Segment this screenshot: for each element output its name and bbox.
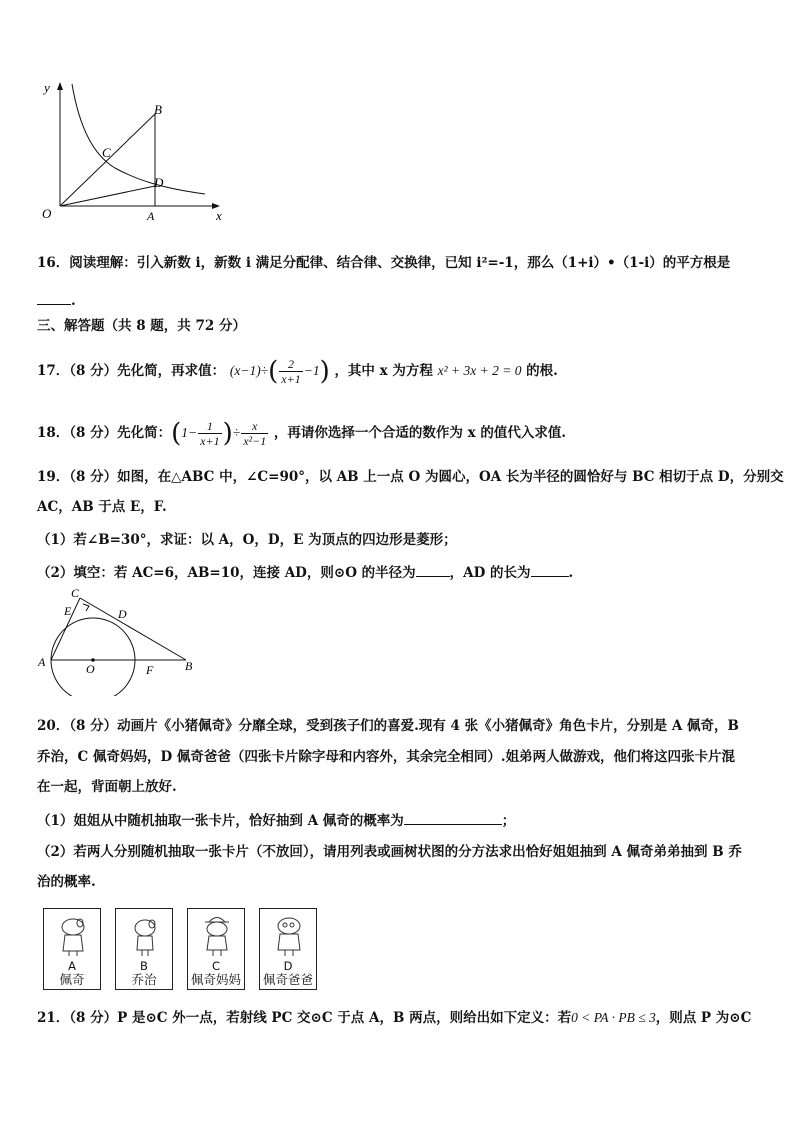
right-angle-mark (83, 604, 89, 611)
question-20-part-2-line-1: （2）若两人分别随机抽取一张卡片（不放回），请用列表或画树状图的分方法求出恰好姐姐抽到 A 佩奇弟弟抽到 B 乔 (37, 844, 742, 860)
denominator: x+1 (200, 434, 220, 448)
mummy-pig-icon (202, 913, 232, 957)
label-b: B (185, 659, 193, 673)
label-y: y (44, 80, 50, 95)
card-name: 佩奇爸爸 (262, 972, 313, 987)
question-20-part-1-a: （1）姐姐从中随机抽取一张卡片，恰好抽到 A 佩奇的概率为 (37, 813, 404, 829)
question-17-equation: x² + 3x + 2 = 0 (437, 363, 522, 378)
fraction-1-over-x-plus-1 (198, 419, 221, 448)
label-x: x (216, 208, 222, 223)
segment-cb (80, 598, 186, 660)
question-17-suffix: 的根. (526, 363, 558, 379)
question-18-suffix: ，再请你选择一个合适的数作为 x 的值代入求值. (273, 425, 567, 441)
card-name: 佩奇妈妈 (190, 972, 241, 987)
numerator: x (241, 419, 268, 434)
y-axis (57, 82, 63, 206)
label-d: D (118, 607, 127, 621)
numerator: 1 (198, 419, 221, 434)
question-16-tail: . (71, 293, 76, 309)
card-b (115, 908, 173, 990)
question-20-line-2: 乔治，C 佩奇妈妈，D 佩奇爸爸（四张卡片除字母和内容外，其余完全相同）.姐弟两人做游戏，他们将这四张卡片混 (37, 749, 736, 765)
label-f: F (146, 663, 154, 677)
question-19-part-2-a: （2）填空：若 AC=6，AB=10，连接 AD，则⊙O 的半径为 (37, 565, 416, 581)
answer-blank-radius[interactable] (416, 562, 450, 577)
question-19-part-2-b: ，AD 的长为 (449, 565, 531, 581)
question-17-expr-b: −1 (303, 363, 320, 378)
card-letter: A (68, 959, 76, 973)
division-sign: ÷ (232, 425, 241, 440)
question-16 (37, 253, 730, 273)
question-16-answer-line (37, 290, 76, 311)
card-name: 乔治 (131, 972, 157, 987)
numerator: 2 (279, 357, 302, 372)
fraction-x-over-x2-minus-1 (241, 419, 268, 448)
question-18-prefix: 18．（8 分）先化简： (37, 425, 172, 441)
paren-close: ) (222, 418, 233, 449)
question-20-part-1 (37, 810, 515, 831)
card-d (259, 908, 317, 990)
label-d: D (154, 175, 164, 190)
circle-o (51, 618, 135, 696)
question-19-line-2: AC，AB 于点 E，F. (37, 499, 167, 515)
card-a (43, 908, 101, 990)
card-letter: B (140, 959, 148, 973)
question-21-suffix: ，则点 P 为⊙C (655, 1010, 752, 1026)
question-17-mid: ，其中 x 为方程 (334, 363, 433, 379)
question-17 (37, 357, 558, 386)
label-c: C (102, 145, 111, 160)
label-o: O (86, 662, 95, 676)
paren-open: ( (268, 356, 279, 387)
question-19-part-1: （1）若∠B=30°，求证：以 A，O，D，E 为顶点的四边形是菱形； (37, 532, 457, 548)
denominator: x²−1 (243, 434, 267, 448)
x-axis (60, 203, 220, 209)
segment-ob (60, 114, 155, 206)
label-o: O (42, 206, 52, 221)
card-letter: C (211, 959, 221, 973)
one-minus: 1− (181, 425, 198, 440)
george-icon (130, 913, 160, 957)
question-16-text: 16．阅读理解：引入新数 i，新数 i 满足分配律、结合律、交换律，已知 i²=-1，那么（1+i）•（1-i）的平方根是 (37, 255, 731, 271)
function-graph-figure (40, 76, 230, 226)
label-c: C (71, 586, 80, 600)
question-19-part-2-c: . (568, 565, 574, 581)
segment-od (60, 186, 155, 206)
daddy-pig-icon (274, 913, 304, 957)
fraction-2-over-x-plus-1 (279, 357, 302, 386)
peppa-icon (58, 913, 88, 957)
denominator: x+1 (281, 372, 301, 386)
question-20-part-2-line-2: 治的概率. (37, 874, 96, 890)
question-19-part-2 (37, 562, 573, 583)
question-17-prefix: 17．（8 分）先化简，再求值： (37, 363, 226, 379)
label-a: A (147, 209, 155, 223)
question-21 (37, 1008, 751, 1028)
paren-close: ) (319, 356, 330, 387)
question-21-prefix: 21．（8 分）P 是⊙C 外一点，若射线 PC 交⊙C 于点 A，B 两点，则给出如下定义：若 (37, 1010, 572, 1026)
circle-triangle-figure (36, 586, 196, 696)
question-19-line-1: 19．（8 分）如图，在△ABC 中，∠C=90°，以 AB 上一点 O 为圆心，OA 长为半径的圆恰好与 BC 相切于点 D，分别交 (37, 469, 784, 485)
label-e: E (64, 604, 72, 618)
question-17-expr-a: (x−1)÷ (229, 363, 269, 378)
answer-blank-probability[interactable] (404, 810, 502, 825)
card-letter: D (283, 959, 293, 973)
answer-blank-ad[interactable] (531, 562, 569, 577)
card-c (187, 908, 245, 990)
hyperbola-curve (72, 84, 205, 194)
label-b: B (154, 102, 162, 117)
question-18 (37, 419, 566, 448)
question-21-inequality: 0 < PA · PB ≤ 3 (571, 1010, 656, 1025)
question-20-line-3: 在一起，背面朝上放好. (37, 779, 177, 795)
question-20-part-1-b: ； (501, 813, 516, 829)
label-a: A (38, 655, 46, 669)
paren-open: ( (171, 418, 182, 449)
section-3-title: 三、解答题（共 8 题，共 72 分） (37, 318, 246, 334)
answer-blank-16[interactable] (37, 290, 71, 305)
question-20-line-1: 20．（8 分）动画片《小猪佩奇》分靡全球，受到孩子们的喜爱.现有 4 张《小猪佩奇》角色卡片，分别是 A 佩奇，B (37, 718, 739, 734)
card-name: 佩奇 (59, 972, 85, 987)
